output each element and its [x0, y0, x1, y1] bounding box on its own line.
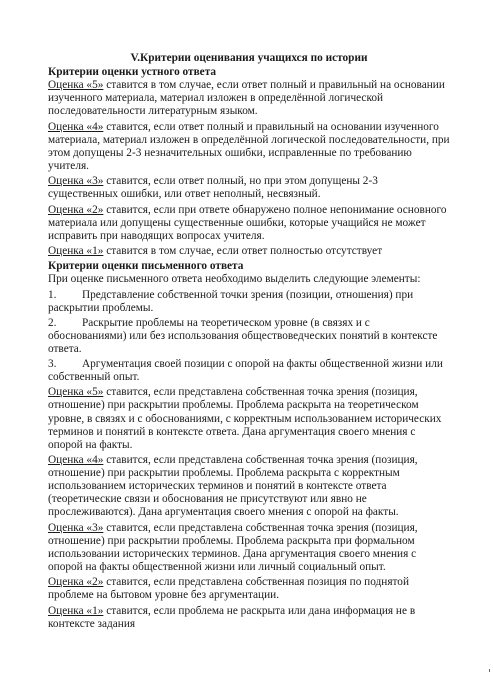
grade-text: ставится, если ответ полный и правильный на основании изученного материала, материал изложен в определённой логической последовательности, при этом допущены 2-3 незначительных ошибки, исправленные по требованию учителя.	[48, 120, 450, 172]
grade-label: Оценка «2»	[48, 203, 104, 216]
list-text: Представление собственной точки зрения (позиции, отношения) при раскрытии проблемы.	[48, 288, 414, 314]
list-number: 3.	[48, 358, 57, 371]
written-grade-5	[48, 386, 450, 451]
section-title: V.Критерии оценивания учащихся по истории	[130, 52, 368, 64]
written-grade-1	[48, 605, 450, 631]
oral-criteria-heading: Критерии оценки устного ответа	[48, 66, 217, 79]
oral-criteria-list	[48, 79, 450, 258]
written-intro: При оценке письменного ответа необходимо выделить следующие элементы:	[48, 273, 421, 286]
grade-text: ставится, если ответ полный, но при этом допущены 2-3 существенных ошибки, или ответ неполный, несвязный.	[48, 175, 378, 201]
oral-grade-5	[48, 79, 450, 118]
list-number: 2.	[48, 316, 57, 329]
grade-label: Оценка «2»	[48, 576, 104, 589]
grade-label: Оценка «3»	[48, 521, 104, 534]
grade-text: ставится, если представлена собственная точка зрения (позиция, отношение) при раскрытии проблемы. Проблема раскрыта с корректным использованием исторических терминов и понятий в контексте ответа (теоретические связи и обоснования не присутствуют или явно не прослеживаются). Дана аргументация своего мнения с опорой на факты.	[48, 454, 418, 519]
scan-edge-mark	[489, 669, 490, 672]
written-criteria-list	[48, 386, 450, 630]
grade-label: Оценка «5»	[48, 79, 104, 92]
list-text: Аргументация своей позиции с опорой на факты общественной жизни или собственный опыт.	[48, 358, 443, 384]
list-item	[48, 317, 450, 356]
grade-label: Оценка «4»	[48, 120, 104, 133]
oral-grade-1	[48, 245, 450, 258]
document-page	[48, 52, 450, 633]
oral-grade-2	[48, 204, 450, 243]
grade-text: ставится, если проблема не раскрыта или дана информация не в контексте задания	[48, 604, 416, 630]
list-item	[48, 289, 450, 315]
grade-text: ставится, если представлена собственная точка зрения (позиция, отношение) при раскрытии проблемы. Проблема раскрыта при формальном использовании исторических терминов. Дана аргументация своего мнения с опорой на факты общественной жизни или личный социальный опыт.	[48, 521, 418, 573]
written-grade-3	[48, 522, 450, 574]
list-item	[48, 358, 450, 384]
grade-label: Оценка «4»	[48, 454, 104, 467]
grade-label: Оценка «3»	[48, 175, 104, 188]
grade-text: ставится, если при ответе обнаружено полное непонимание основного материала или допущены существенные ошибки, которые учащийся не может исправить при наводящих вопросах учителя.	[48, 203, 447, 242]
grade-text: ставится, если представлена собственная позиция по поднятой проблеме на бытовом уровне без аргументации.	[48, 576, 410, 602]
grade-label: Оценка «1»	[48, 245, 104, 258]
grade-text: ставится, если представлена собственная точка зрения (позиция, отношение) при раскрытии проблемы. Проблема раскрыта на теоретическом уровне, в связях и с обоснованиями, с корректным использованием исторических терминов и понятий в контексте ответа. Дана аргументация своего мнения с опорой на факты.	[48, 386, 442, 451]
oral-grade-4	[48, 121, 450, 173]
grade-label: Оценка «5»	[48, 386, 104, 399]
written-grade-2	[48, 576, 450, 602]
oral-grade-3	[48, 175, 450, 201]
grade-text: ставится в том случае, если ответ полностью отсутствует	[103, 245, 383, 258]
written-elements-list	[48, 289, 450, 385]
grade-text: ставится в том случае, если ответ полный и правильный на основании изученного материала, материал изложен в определённой логической последовательности литературным языком.	[48, 79, 445, 118]
list-text: Раскрытие проблемы на теоретическом уровне (в связях и с обоснованиями) или без использования обществоведческих понятий в контексте ответа.	[48, 316, 438, 356]
written-criteria-heading: Критерии оценки письменного ответа	[48, 260, 244, 273]
grade-label: Оценка «1»	[48, 604, 104, 617]
written-grade-4	[48, 454, 450, 519]
list-number: 1.	[48, 288, 57, 301]
